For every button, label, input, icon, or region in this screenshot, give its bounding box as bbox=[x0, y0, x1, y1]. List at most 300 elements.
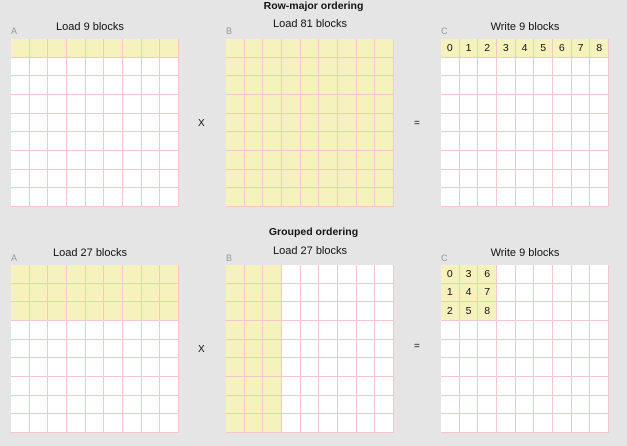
loaded-block-cell bbox=[30, 39, 49, 58]
block-cell bbox=[319, 302, 338, 321]
block-cell bbox=[572, 396, 591, 415]
block-cell bbox=[572, 340, 591, 359]
loaded-block-cell bbox=[245, 377, 264, 396]
loaded-block-cell bbox=[67, 284, 86, 303]
loaded-block-cell bbox=[357, 58, 376, 77]
block-cell bbox=[590, 321, 609, 340]
block-cell bbox=[104, 414, 123, 433]
loaded-block-cell bbox=[319, 95, 338, 114]
loaded-block-cell bbox=[160, 39, 179, 58]
block-cell bbox=[67, 340, 86, 359]
block-cell bbox=[67, 151, 86, 170]
block-cell bbox=[590, 396, 609, 415]
block-cell bbox=[11, 414, 30, 433]
block-cell bbox=[48, 95, 67, 114]
block-cell bbox=[497, 321, 516, 340]
block-cell bbox=[497, 132, 516, 151]
loaded-block-cell bbox=[104, 302, 123, 321]
block-cell bbox=[48, 340, 67, 359]
block-cell bbox=[553, 284, 572, 303]
block-cell bbox=[67, 76, 86, 95]
block-cell bbox=[123, 58, 142, 77]
block-cell bbox=[338, 358, 357, 377]
block-index-cell: 1 bbox=[460, 39, 479, 58]
matrix-a-label: A bbox=[11, 253, 18, 263]
block-cell bbox=[460, 58, 479, 77]
block-cell bbox=[460, 114, 479, 133]
block-cell bbox=[534, 132, 553, 151]
block-cell bbox=[30, 114, 49, 133]
block-cell bbox=[160, 132, 179, 151]
block-cell bbox=[48, 151, 67, 170]
matrix-a-grid bbox=[11, 265, 179, 433]
loaded-block-cell bbox=[86, 265, 105, 284]
block-cell bbox=[86, 414, 105, 433]
loaded-block-cell bbox=[282, 95, 301, 114]
block-cell bbox=[48, 321, 67, 340]
block-cell bbox=[516, 414, 535, 433]
loaded-block-cell bbox=[263, 302, 282, 321]
block-cell bbox=[441, 76, 460, 95]
block-cell bbox=[478, 396, 497, 415]
block-cell bbox=[441, 132, 460, 151]
block-cell bbox=[301, 302, 320, 321]
loaded-block-cell bbox=[245, 414, 264, 433]
block-cell bbox=[160, 114, 179, 133]
block-cell bbox=[338, 302, 357, 321]
block-cell bbox=[534, 396, 553, 415]
block-cell bbox=[301, 321, 320, 340]
block-cell bbox=[460, 95, 479, 114]
block-cell bbox=[516, 188, 535, 207]
block-cell bbox=[590, 340, 609, 359]
block-cell bbox=[86, 170, 105, 189]
loaded-block-cell bbox=[263, 396, 282, 415]
block-cell bbox=[123, 188, 142, 207]
block-cell bbox=[160, 340, 179, 359]
block-cell bbox=[553, 114, 572, 133]
block-cell bbox=[441, 58, 460, 77]
loaded-block-cell bbox=[48, 302, 67, 321]
block-cell bbox=[534, 58, 553, 77]
block-cell bbox=[441, 95, 460, 114]
block-cell bbox=[534, 170, 553, 189]
block-cell bbox=[460, 321, 479, 340]
block-cell bbox=[142, 114, 161, 133]
block-index-cell: 7 bbox=[478, 284, 497, 303]
block-cell bbox=[460, 340, 479, 359]
block-index-cell: 4 bbox=[460, 284, 479, 303]
block-cell bbox=[319, 340, 338, 359]
multiply-symbol: X bbox=[198, 344, 205, 355]
loaded-block-cell bbox=[48, 284, 67, 303]
block-cell bbox=[553, 58, 572, 77]
loaded-block-cell bbox=[282, 170, 301, 189]
block-cell bbox=[534, 188, 553, 207]
block-cell bbox=[11, 321, 30, 340]
block-cell bbox=[375, 321, 394, 340]
block-cell bbox=[590, 188, 609, 207]
loaded-block-cell bbox=[86, 39, 105, 58]
block-cell bbox=[357, 321, 376, 340]
block-cell bbox=[572, 265, 591, 284]
block-cell bbox=[572, 151, 591, 170]
block-cell bbox=[86, 377, 105, 396]
block-cell bbox=[375, 377, 394, 396]
block-index-cell: 3 bbox=[460, 265, 479, 284]
block-index-cell: 0 bbox=[441, 39, 460, 58]
block-cell bbox=[301, 284, 320, 303]
block-cell bbox=[590, 76, 609, 95]
block-cell bbox=[441, 114, 460, 133]
loaded-block-cell bbox=[338, 39, 357, 58]
block-cell bbox=[375, 265, 394, 284]
loaded-block-cell bbox=[263, 284, 282, 303]
loaded-block-cell bbox=[319, 76, 338, 95]
block-cell bbox=[142, 396, 161, 415]
block-cell bbox=[460, 151, 479, 170]
block-cell bbox=[30, 151, 49, 170]
loaded-block-cell bbox=[282, 132, 301, 151]
loaded-block-cell bbox=[375, 58, 394, 77]
loaded-block-cell bbox=[375, 151, 394, 170]
block-cell bbox=[104, 95, 123, 114]
block-cell bbox=[123, 358, 142, 377]
block-cell bbox=[11, 188, 30, 207]
block-cell bbox=[497, 340, 516, 359]
block-cell bbox=[123, 170, 142, 189]
block-cell bbox=[30, 95, 49, 114]
block-cell bbox=[497, 284, 516, 303]
block-cell bbox=[534, 114, 553, 133]
block-cell bbox=[48, 414, 67, 433]
block-cell bbox=[357, 377, 376, 396]
loaded-block-cell bbox=[357, 151, 376, 170]
block-cell bbox=[516, 170, 535, 189]
loaded-block-cell bbox=[67, 265, 86, 284]
block-cell bbox=[375, 284, 394, 303]
block-cell bbox=[123, 321, 142, 340]
loaded-block-cell bbox=[245, 58, 264, 77]
matrix-b-caption: Load 27 blocks bbox=[273, 245, 347, 257]
matrix-c-label: C bbox=[441, 26, 448, 36]
block-cell bbox=[375, 358, 394, 377]
block-cell bbox=[516, 377, 535, 396]
block-cell bbox=[338, 321, 357, 340]
loaded-block-cell bbox=[104, 265, 123, 284]
block-cell bbox=[572, 76, 591, 95]
loaded-block-cell bbox=[375, 132, 394, 151]
block-cell bbox=[590, 132, 609, 151]
block-index-cell: 2 bbox=[441, 302, 460, 321]
block-index-cell: 7 bbox=[572, 39, 591, 58]
matrix-c-caption: Write 9 blocks bbox=[490, 247, 560, 259]
block-cell bbox=[357, 340, 376, 359]
loaded-block-cell bbox=[226, 188, 245, 207]
block-cell bbox=[319, 377, 338, 396]
matrix-b-label: B bbox=[226, 26, 233, 36]
loaded-block-cell bbox=[375, 76, 394, 95]
block-cell bbox=[534, 321, 553, 340]
block-cell bbox=[497, 95, 516, 114]
loaded-block-cell bbox=[226, 170, 245, 189]
loaded-block-cell bbox=[263, 414, 282, 433]
loaded-block-cell bbox=[123, 39, 142, 58]
block-cell bbox=[160, 358, 179, 377]
matrix-a-label: A bbox=[11, 26, 18, 36]
block-cell bbox=[30, 170, 49, 189]
block-cell bbox=[86, 95, 105, 114]
loaded-block-cell bbox=[11, 284, 30, 303]
block-cell bbox=[48, 188, 67, 207]
block-cell bbox=[282, 358, 301, 377]
block-cell bbox=[590, 302, 609, 321]
loaded-block-cell bbox=[338, 58, 357, 77]
block-cell bbox=[534, 414, 553, 433]
loaded-block-cell bbox=[357, 132, 376, 151]
loaded-block-cell bbox=[226, 95, 245, 114]
loaded-block-cell bbox=[245, 151, 264, 170]
block-cell bbox=[572, 321, 591, 340]
matrix-b-caption: Load 81 blocks bbox=[273, 18, 347, 30]
loaded-block-cell bbox=[226, 151, 245, 170]
block-cell bbox=[30, 132, 49, 151]
block-cell bbox=[460, 358, 479, 377]
block-cell bbox=[572, 284, 591, 303]
block-cell bbox=[460, 170, 479, 189]
loaded-block-cell bbox=[245, 114, 264, 133]
block-cell bbox=[357, 396, 376, 415]
loaded-block-cell bbox=[226, 114, 245, 133]
block-cell bbox=[142, 76, 161, 95]
block-cell bbox=[11, 76, 30, 95]
block-cell bbox=[104, 76, 123, 95]
loaded-block-cell bbox=[123, 284, 142, 303]
block-cell bbox=[48, 58, 67, 77]
block-cell bbox=[86, 321, 105, 340]
loaded-block-cell bbox=[338, 132, 357, 151]
matrix-a-caption: Load 27 blocks bbox=[53, 247, 127, 259]
loaded-block-cell bbox=[245, 188, 264, 207]
block-cell bbox=[67, 188, 86, 207]
loaded-block-cell bbox=[375, 188, 394, 207]
block-cell bbox=[590, 58, 609, 77]
loaded-block-cell bbox=[160, 302, 179, 321]
loaded-block-cell bbox=[245, 95, 264, 114]
matrix-c-grid bbox=[441, 39, 609, 207]
block-cell bbox=[67, 377, 86, 396]
block-cell bbox=[441, 414, 460, 433]
block-cell bbox=[572, 58, 591, 77]
block-cell bbox=[48, 170, 67, 189]
block-cell bbox=[460, 132, 479, 151]
block-cell bbox=[123, 132, 142, 151]
block-cell bbox=[319, 396, 338, 415]
loaded-block-cell bbox=[319, 58, 338, 77]
block-cell bbox=[553, 396, 572, 415]
block-index-cell: 8 bbox=[478, 302, 497, 321]
block-cell bbox=[282, 284, 301, 303]
block-cell bbox=[86, 114, 105, 133]
loaded-block-cell bbox=[123, 265, 142, 284]
block-cell bbox=[86, 396, 105, 415]
loaded-block-cell bbox=[301, 58, 320, 77]
loaded-block-cell bbox=[11, 302, 30, 321]
loaded-block-cell bbox=[319, 188, 338, 207]
block-cell bbox=[30, 414, 49, 433]
block-cell bbox=[460, 377, 479, 396]
loaded-block-cell bbox=[263, 95, 282, 114]
block-cell bbox=[516, 114, 535, 133]
block-cell bbox=[534, 265, 553, 284]
loaded-block-cell bbox=[245, 302, 264, 321]
block-cell bbox=[478, 358, 497, 377]
block-cell bbox=[142, 414, 161, 433]
block-cell bbox=[142, 151, 161, 170]
loaded-block-cell bbox=[245, 39, 264, 58]
block-cell bbox=[48, 76, 67, 95]
block-index-cell: 5 bbox=[534, 39, 553, 58]
loaded-block-cell bbox=[263, 132, 282, 151]
block-cell bbox=[301, 377, 320, 396]
block-cell bbox=[104, 132, 123, 151]
block-cell bbox=[441, 396, 460, 415]
block-cell bbox=[48, 132, 67, 151]
loaded-block-cell bbox=[226, 358, 245, 377]
block-cell bbox=[160, 76, 179, 95]
block-cell bbox=[375, 396, 394, 415]
block-cell bbox=[11, 358, 30, 377]
equals-symbol: = bbox=[414, 341, 420, 352]
loaded-block-cell bbox=[282, 114, 301, 133]
block-cell bbox=[553, 151, 572, 170]
block-cell bbox=[282, 377, 301, 396]
block-cell bbox=[67, 132, 86, 151]
block-cell bbox=[30, 321, 49, 340]
block-cell bbox=[553, 302, 572, 321]
block-cell bbox=[11, 377, 30, 396]
loaded-block-cell bbox=[226, 39, 245, 58]
block-cell bbox=[590, 170, 609, 189]
block-cell bbox=[478, 76, 497, 95]
block-cell bbox=[48, 358, 67, 377]
loaded-block-cell bbox=[263, 170, 282, 189]
block-cell bbox=[375, 340, 394, 359]
loaded-block-cell bbox=[30, 284, 49, 303]
loaded-block-cell bbox=[104, 284, 123, 303]
block-cell bbox=[160, 170, 179, 189]
loaded-block-cell bbox=[301, 188, 320, 207]
block-cell bbox=[301, 358, 320, 377]
block-cell bbox=[553, 170, 572, 189]
loaded-block-cell bbox=[319, 170, 338, 189]
block-cell bbox=[160, 377, 179, 396]
block-cell bbox=[590, 151, 609, 170]
block-index-cell: 6 bbox=[478, 265, 497, 284]
block-cell bbox=[572, 302, 591, 321]
loaded-block-cell bbox=[375, 170, 394, 189]
block-cell bbox=[516, 76, 535, 95]
block-cell bbox=[516, 321, 535, 340]
block-cell bbox=[123, 151, 142, 170]
loaded-block-cell bbox=[319, 114, 338, 133]
loaded-block-cell bbox=[86, 302, 105, 321]
block-cell bbox=[123, 114, 142, 133]
loaded-block-cell bbox=[67, 39, 86, 58]
block-cell bbox=[67, 95, 86, 114]
block-cell bbox=[282, 321, 301, 340]
block-index-cell: 6 bbox=[553, 39, 572, 58]
block-cell bbox=[357, 358, 376, 377]
block-cell bbox=[30, 377, 49, 396]
block-cell bbox=[67, 58, 86, 77]
block-cell bbox=[160, 95, 179, 114]
block-cell bbox=[86, 58, 105, 77]
block-cell bbox=[590, 377, 609, 396]
block-cell bbox=[553, 132, 572, 151]
block-cell bbox=[497, 151, 516, 170]
block-cell bbox=[553, 321, 572, 340]
block-cell bbox=[48, 377, 67, 396]
loaded-block-cell bbox=[319, 151, 338, 170]
block-cell bbox=[11, 170, 30, 189]
block-cell bbox=[497, 396, 516, 415]
loaded-block-cell bbox=[301, 76, 320, 95]
loaded-block-cell bbox=[245, 321, 264, 340]
block-cell bbox=[104, 358, 123, 377]
block-cell bbox=[534, 377, 553, 396]
matrix-a-grid bbox=[11, 39, 179, 207]
loaded-block-cell bbox=[282, 188, 301, 207]
block-index-cell: 0 bbox=[441, 265, 460, 284]
block-cell bbox=[497, 76, 516, 95]
matrix-c-caption: Write 9 blocks bbox=[490, 21, 560, 33]
block-cell bbox=[86, 358, 105, 377]
block-cell bbox=[572, 95, 591, 114]
loaded-block-cell bbox=[375, 39, 394, 58]
block-cell bbox=[11, 340, 30, 359]
block-cell bbox=[30, 188, 49, 207]
block-cell bbox=[67, 358, 86, 377]
block-cell bbox=[478, 188, 497, 207]
block-cell bbox=[497, 265, 516, 284]
loaded-block-cell bbox=[301, 39, 320, 58]
block-cell bbox=[478, 114, 497, 133]
block-cell bbox=[86, 340, 105, 359]
loaded-block-cell bbox=[357, 39, 376, 58]
loaded-block-cell bbox=[263, 358, 282, 377]
block-cell bbox=[338, 396, 357, 415]
block-cell bbox=[338, 284, 357, 303]
block-cell bbox=[553, 188, 572, 207]
matrix-c-grid bbox=[441, 265, 609, 433]
block-index-cell: 8 bbox=[590, 39, 609, 58]
block-cell bbox=[516, 396, 535, 415]
block-cell bbox=[142, 340, 161, 359]
loaded-block-cell bbox=[245, 284, 264, 303]
matrix-b-label: B bbox=[226, 253, 233, 263]
block-cell bbox=[516, 151, 535, 170]
block-cell bbox=[516, 58, 535, 77]
block-cell bbox=[572, 132, 591, 151]
block-cell bbox=[104, 114, 123, 133]
block-cell bbox=[338, 265, 357, 284]
block-cell bbox=[441, 340, 460, 359]
block-cell bbox=[48, 114, 67, 133]
block-cell bbox=[104, 396, 123, 415]
loaded-block-cell bbox=[301, 114, 320, 133]
loaded-block-cell bbox=[338, 151, 357, 170]
